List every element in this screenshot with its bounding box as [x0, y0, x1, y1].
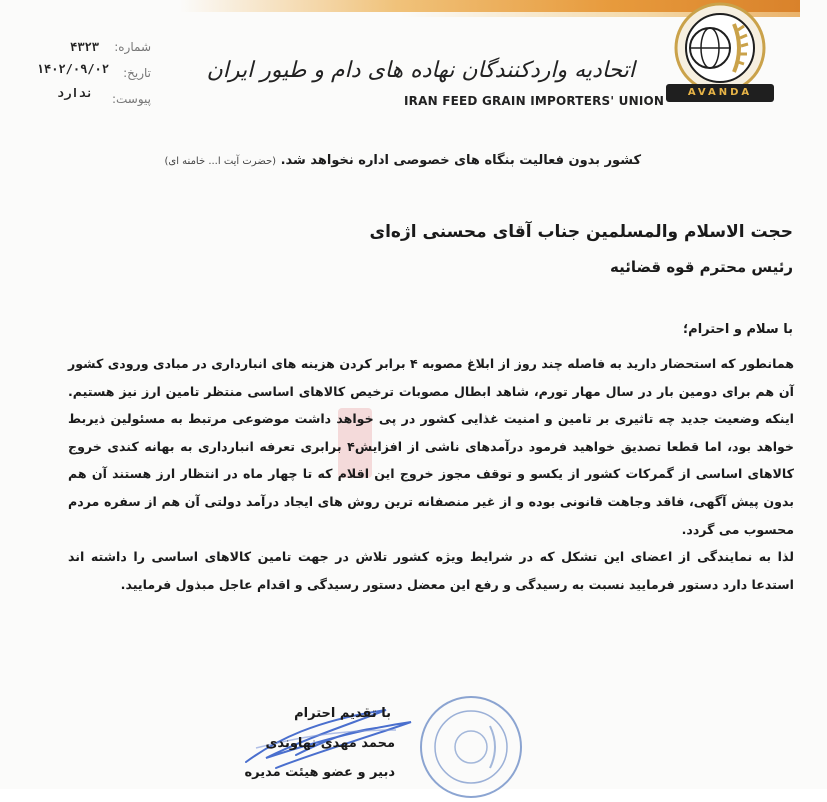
- signer-name: محمد مهدی نهاوندی: [265, 736, 395, 751]
- meta-attachment-label: پیوست:: [111, 92, 151, 106]
- addressee-name: حجت الاسلام والمسلمین جناب آقای محسنی اژه‌ای: [369, 222, 793, 242]
- addressee-title: رئیس محترم قوه قضائیه: [610, 258, 793, 276]
- letter-body: [68, 350, 794, 598]
- quote-text: کشور بدون فعالیت بنگاه های خصوصی اداره نخواهد شد.: [280, 153, 641, 168]
- meta-attachment-value: ندارد: [56, 86, 93, 100]
- org-name-persian: اتحادیه واردکنندگان نهاده های دام و طیور ایران: [206, 58, 635, 83]
- greeting: با سلام و احترام؛: [682, 322, 793, 337]
- org-name-english: IRAN FEED GRAIN IMPORTERS' UNION: [404, 94, 665, 108]
- meta-number-label: شماره:: [114, 40, 151, 54]
- body-paragraph-2: لذا به نمایندگی از اعضای این تشکل که در شرایط ویژه کشور تلاش در جهت تامین کالاهای اساسی را داشته اند استدعا دارد دستور فرمایید نسبت به رسیدگی و رفع این معضل دستور رسیدگی و اقدام عاجل مبذول فرمایید.: [68, 549, 794, 592]
- meta-number-value: ۴۳۲۳: [70, 40, 99, 54]
- logo-brand-label: AVANDA: [666, 84, 774, 102]
- header-quote: [165, 153, 642, 168]
- quote-attribution: (حضرت آیت ا... خامنه ای): [164, 156, 277, 167]
- meta-date-value: ۱۴۰۲/۰۹/۰۲: [36, 62, 109, 76]
- signer-title: دبیر و عضو هیئت مدیره: [244, 765, 395, 780]
- body-paragraph-1: همانطور که استحضار دارید به فاصله چند روز از ابلاغ مصوبه ۴ برابر کردن هزینه های انبارداری در مبادی ورودی کشور آن هم برای دومین بار در سال مهار تورم، شاهد ابطال مصوبات ترخیص کالاهای اساسی منتظر تامین ارز نیز هستیم. اینکه وضعیت جدید چه تاثیری بر تامین و امنیت غذایی کشور در پی خواهد داشت موضوعی مرتبط به مسئولین ذیربط خواهد بود، اما قطعا تصدیق خواهید فرمود درآمدهای ناشی از افزایش۴ برابری تعرفه انبارداری به بهانه کندی خروج کالاهای اساسی از گمرکات کشور از یکسو و توقف مجوز خروج این اقلام که تا چهار ماه در انتظار ارز هستند آن هم بدون پیش آگهی، فاقد وجاهت قانونی بوده و از غیر منصفانه ترین روش های ایجاد درآمد دولتی آن هم از سفره مردم محسوب می گردد.: [68, 356, 795, 537]
- closing-salutation: با تقدیم احترام: [294, 706, 391, 721]
- meta-date-label: تاریخ:: [123, 66, 151, 80]
